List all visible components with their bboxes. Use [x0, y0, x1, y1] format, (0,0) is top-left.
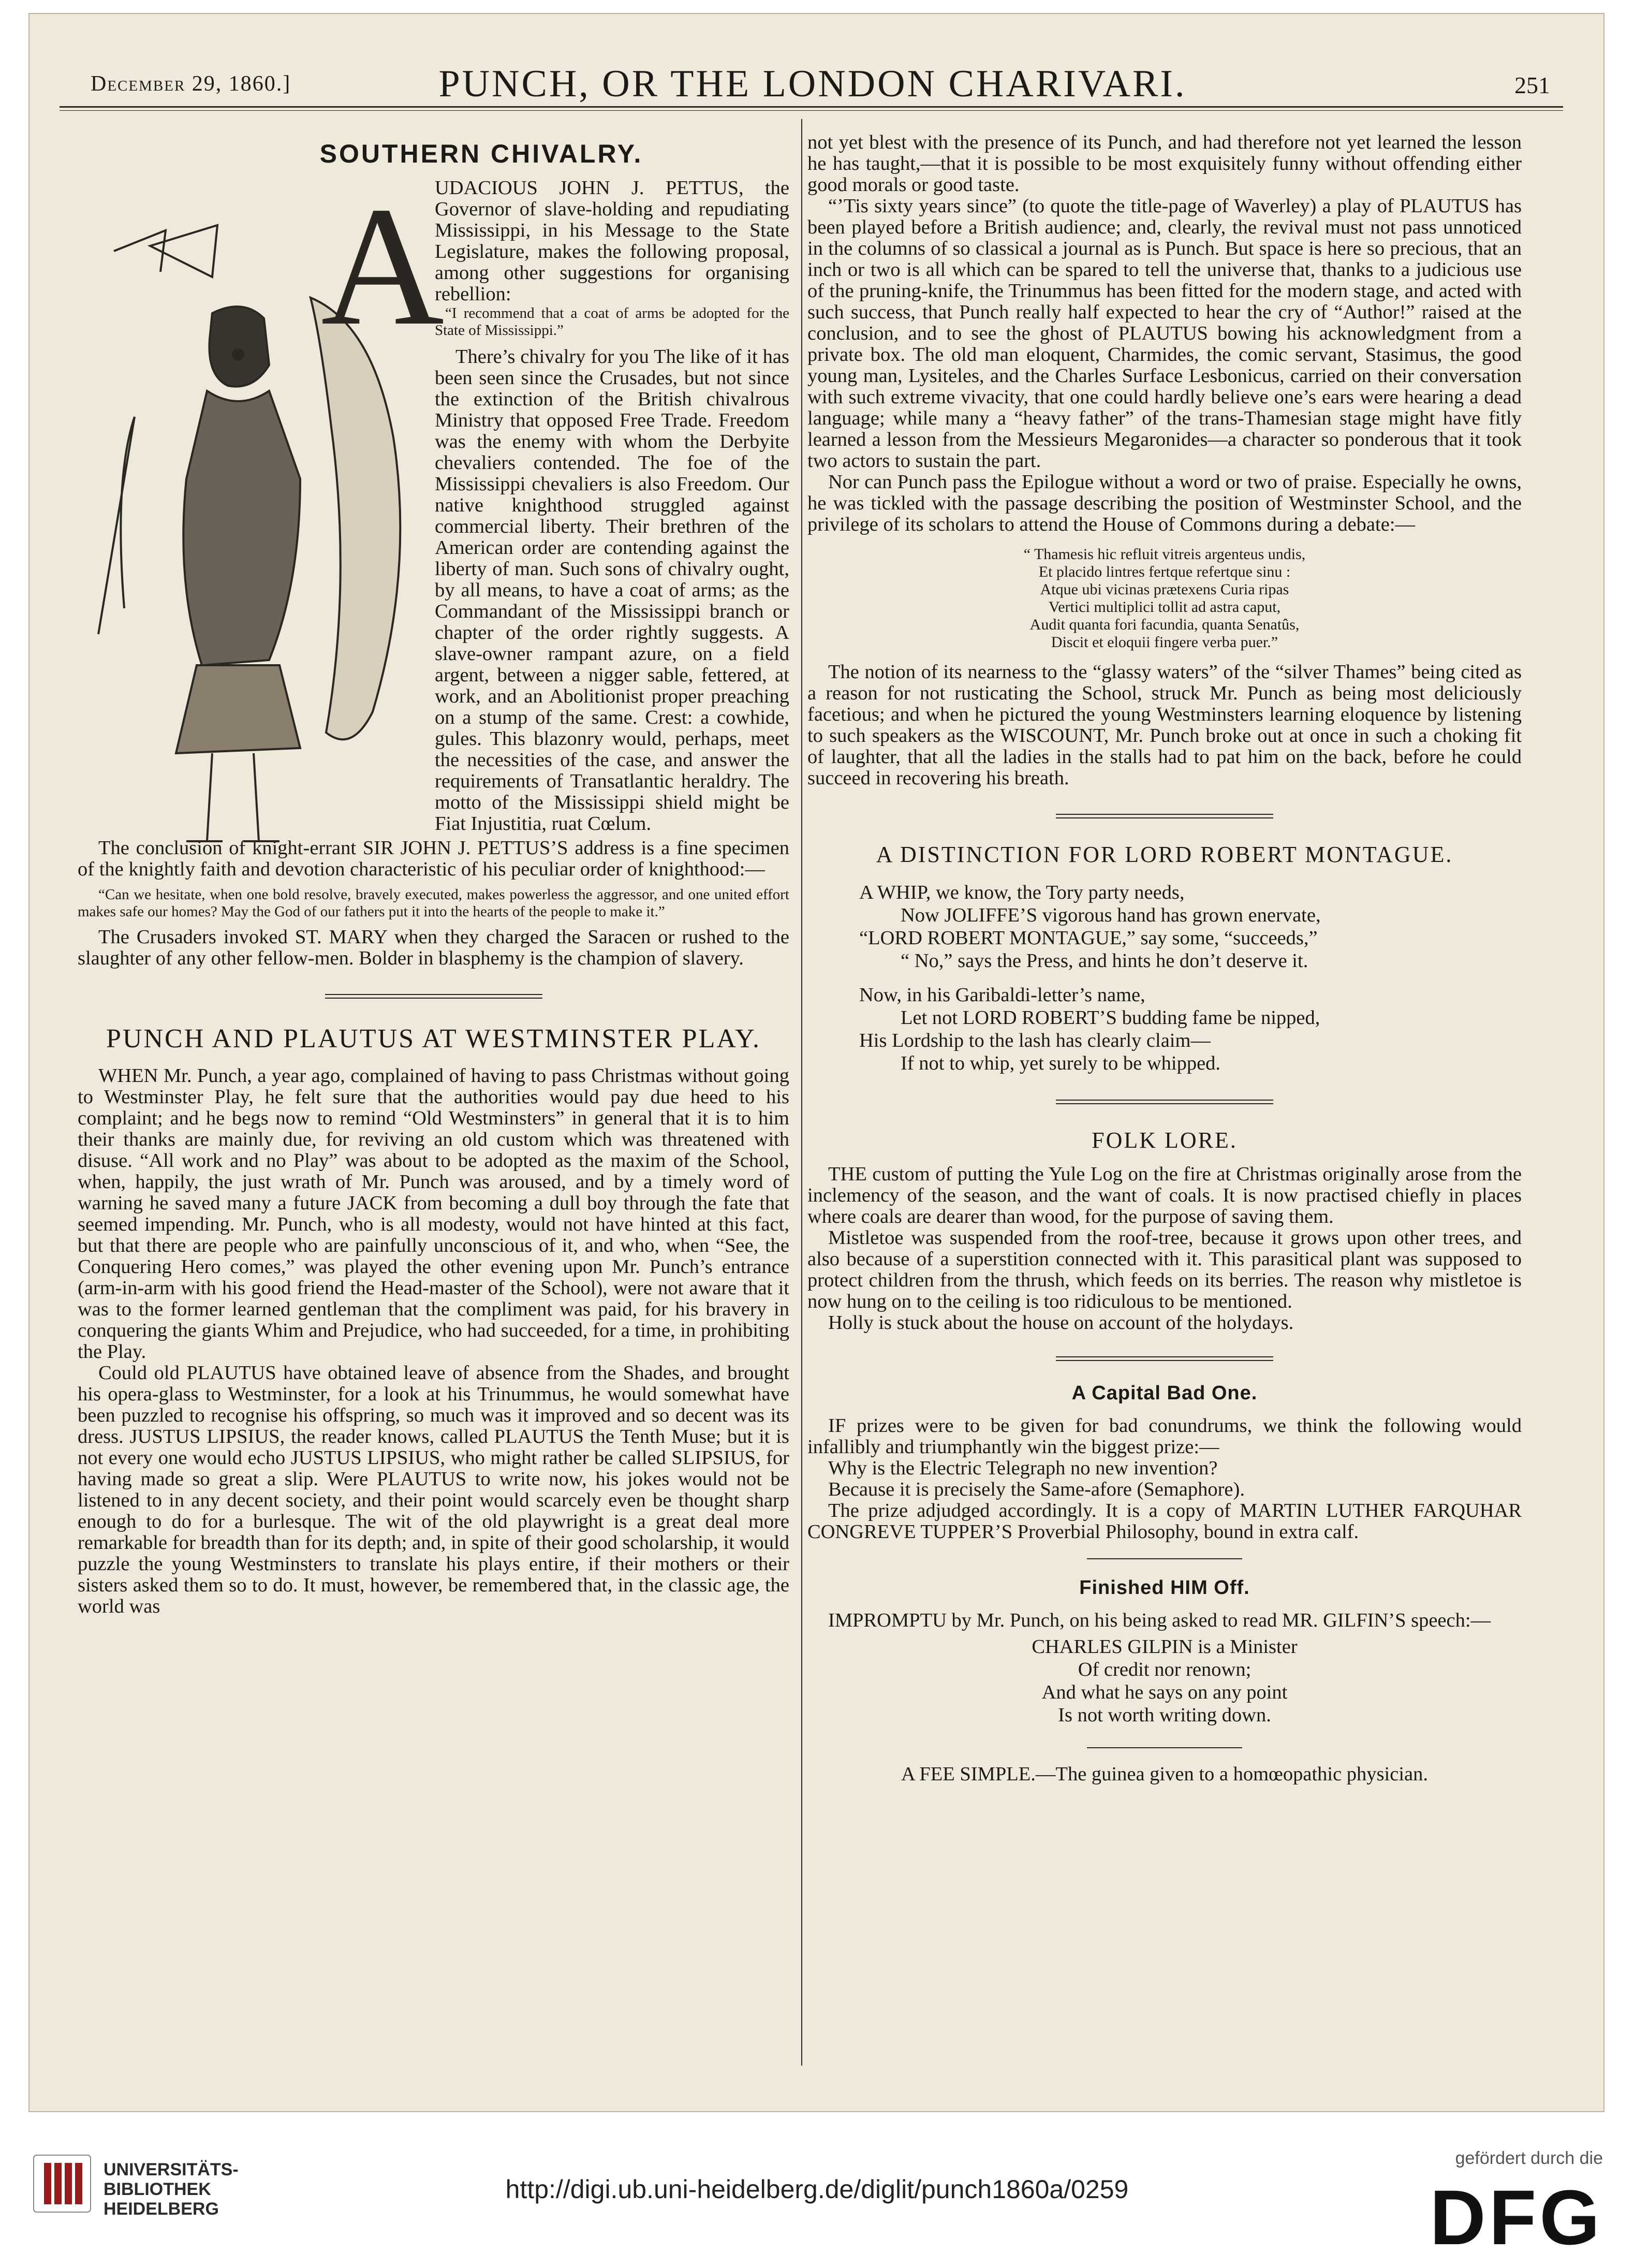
poem-line: His Lordship to the lash has clearly claim— — [859, 1030, 1211, 1051]
plautus-paragraph-4: “’Tis sixty years since” (to quote the title-page of Waverley) a play of PLAUTUS has been played before a British audience; and, clearly, the revival must not pass unnoticed in the columns of so classical a journal as is Punch. But space is here so precious, that an inch or two is all which can be spared to tell the universe that, thanks to a judicious use of the pruning-knife, the Trinummus has been fitted for the modern stage, and acted with such success, that Punch really half expected to hear the cry of “Author!” raised at the conclusion, and to see the ghost of PLAUTUS bowing his acknowledgment from a private box. The old man eloquent, Charmides, the comic servant, Stasimus, the good young man, Lysiteles, and the Charles Surface Lesbonicus, carried on their conversation with such extreme vivacity, that one could hardly believe one’s ears were hearing a dead language; while many a “heavy father” of the trans-Thamesian stage might have fitly learned a lesson from the Messieurs Megaronides—a character so ponderous that it took two actors to sustain the part. — [807, 195, 1522, 472]
masthead-rule-thin — [60, 110, 1563, 111]
section-title-punch-plautus: PUNCH AND PLAUTUS AT WESTMINSTER PLAY. — [106, 1024, 761, 1053]
dfg-logo[interactable]: DFG — [1430, 2174, 1603, 2261]
latin-line: Atque ubi vicinas prætexens Curia ripas — [1040, 581, 1289, 598]
southern-lead: UDACIOUS JOHN J. PETTUS, the Governor of slave-holding and repudiating Mississippi, in his Message to the State Legislature, makes the following proposal, among other suggestions for organising rebellion: — [435, 177, 789, 305]
section-title-capital-bad-one: A Capital Bad One. — [1071, 1382, 1258, 1404]
latin-line: Discit et eloquii fingere verba puer.” — [1051, 634, 1278, 651]
short-rule — [1087, 1747, 1242, 1748]
cartoon-figure-drawing — [83, 168, 528, 857]
poem-line: And what he says on any point — [1041, 1681, 1288, 1703]
paper-title: PUNCH, OR THE LONDON CHARIVARI. — [438, 63, 1187, 105]
southern-quote-coat-of-arms: “I recommend that a coat of arms be adopted for the State of Mississippi.” — [435, 305, 789, 339]
short-rule — [1087, 1558, 1242, 1559]
plautus-paragraph-3: not yet blest with the presence of its Punch, and had therefore not yet learned the lesson he has taught,—that it is possible to be most exquisitely funny without offending either good morals or good taste. — [807, 131, 1522, 196]
section-divider — [1056, 1095, 1273, 1108]
poem-line: Now, in his Garibaldi-letter’s name, — [859, 984, 1145, 1006]
southern-body-2: The conclusion of knight-errant SIR JOHN J. PETTUS’S address is a fine specimen of the knightly faith and devotion characteristic of his peculiar order of knighthood:— — [78, 837, 789, 880]
column-rule — [801, 119, 802, 2066]
latin-line: Vertici multiplici tollit ad astra caput, — [1048, 598, 1281, 616]
gilpin-poem — [807, 1635, 1522, 1726]
folklore-paragraph-1: THE custom of putting the Yule Log on the fire at Christmas originally arose from the inclemency of the season, and the want of coals. It is now practised chiefly in places where coals are dearer than wood, for the purpose of saving them. — [807, 1163, 1522, 1227]
chivalry-cartoon-illustration — [83, 168, 528, 857]
capital-paragraph-1: IF prizes were to be given for bad conundrums, we think the following would infallibly and triumphantly win the biggest prize:— — [807, 1415, 1522, 1458]
dropcap-letter: A — [321, 172, 445, 361]
finished-paragraph-1: IMPROMPTU by Mr. Punch, on his being asked to read MR. GILFIN’S speech:— — [828, 1609, 1491, 1631]
fee-simple-paragraph: A FEE SIMPLE.—The guinea given to a homœopathic physician. — [901, 1763, 1428, 1785]
southern-quote-address: “Can we hesitate, when one bold resolve, bravely executed, makes powerless the aggressor, and one united effort makes safe our homes? May the God of our fathers put it into the hearts of the people to make it.” — [78, 886, 789, 920]
poem-line: “ No,” says the Press, and hints he don’t deserve it. — [901, 950, 1308, 972]
section-divider — [1056, 1352, 1273, 1365]
left-column — [78, 132, 789, 1617]
masthead-rule — [60, 106, 1563, 108]
capital-paragraph-2: Why is the Electric Telegraph no new invention? — [828, 1457, 1218, 1479]
section-title-folk-lore: FOLK LORE. — [1092, 1128, 1238, 1153]
folklore-paragraph-3: Holly is stuck about the house on account of the holydays. — [828, 1312, 1294, 1334]
latin-epilogue-quote — [807, 546, 1522, 651]
library-name-line: HEIDELBERG — [104, 2199, 219, 2219]
poem-line: CHARLES GILPIN is a Minister — [1032, 1636, 1298, 1658]
library-name-line: UNIVERSITÄTS- — [104, 2160, 239, 2179]
capital-paragraph-3: Because it is precisely the Same-afore (Semaphore). — [828, 1479, 1245, 1500]
southern-body-3: The Crusaders invoked ST. MARY when they charged the Saracen or rushed to the slaughter of any other fellow-men. Bolder in blasphemy is the champion of slavery. — [78, 926, 789, 969]
latin-line: Et placido lintres fertque refertque sinu : — [1038, 563, 1291, 580]
poem-line: If not to whip, yet surely to be whipped. — [901, 1052, 1221, 1074]
capital-paragraph-4: The prize adjudged accordingly. It is a copy of MARTIN LUTHER FARQUHAR CONGREVE TUPPER’S Proverbial Philosophy, bound in extra calf. — [807, 1500, 1522, 1543]
page-number: 251 — [1514, 72, 1550, 98]
section-title-finished-him-off: Finished HIM Off. — [1079, 1577, 1250, 1599]
poem-line: “LORD ROBERT MONTAGUE,” say some, “succeeds,” — [859, 927, 1318, 949]
plautus-paragraph-5: Nor can Punch pass the Epilogue without a word or two of praise. Especially he owns, he was tickled with the passage describing the position of Westminster School, and the privilege of its scholars to attend the House of Commons during a debate:— — [807, 471, 1522, 535]
section-title-montague: A DISTINCTION FOR LORD ROBERT MONTAGUE. — [876, 842, 1453, 867]
montague-poem — [859, 881, 1522, 1075]
latin-line: Audit quanta fori facundia, quanta Senatûs, — [1029, 616, 1300, 633]
section-divider — [1056, 810, 1273, 822]
permalink-url[interactable]: http://digi.ub.uni-heidelberg.de/diglit/punch1860a/0259 — [505, 2175, 1129, 2204]
viewer-footer — [0, 2112, 1634, 2268]
funding-label: gefördert durch die — [1455, 2148, 1603, 2168]
poem-line: A WHIP, we know, the Tory party needs, — [859, 882, 1185, 903]
poem-line: Is not worth writing down. — [1058, 1704, 1271, 1726]
section-divider — [325, 990, 542, 1002]
library-name-line: BIBLIOTHEK — [104, 2179, 211, 2199]
poem-line: Let not LORD ROBERT’S budding fame be nipped, — [901, 1007, 1320, 1029]
plautus-paragraph-6: The notion of its nearness to the “glassy waters” of the “silver Thames” being cited as a reason for not rusticating the School, struck Mr. Punch as being most deliciously facetious; and when he pictured the young Westminsters learning eloquence by listening to such speakers as the WISCOUNT, Mr. Punch broke out at once in such a choking fit of laughter, that all the ladies in the stalls had to pat him on the back, before he could succeed in recovering his breath. — [807, 661, 1522, 789]
masthead — [60, 52, 1566, 109]
poem-line: Now JOLIFFE’S vigorous hand has grown enervate, — [901, 904, 1321, 926]
plautus-paragraph-2: Could old PLAUTUS have obtained leave of absence from the Shades, and brought his opera-glass to Westminster, for a look at his Trinummus, he would somewhat have been puzzled to recognise his offspring, so much was it improved and so decent was its dress. JUSTUS LIPSIUS, the reader knows, called PLAUTUS the Tenth Muse; but it is not every one would echo JUSTUS LIPSIUS, who might rather be called SLIPSIUS, for having made so great a slip. Were PLAUTUS to write now, his jokes would not be listened to in any decent society, and their point would scarcely even be thought sharp enough to do for a burlesque. The wit of the old playwright is a great deal more remarkable for breadth than for its depth; and, in spite of their good scholarship, it would puzzle the young Westminsters to translate his plays entire, if their mothers or their sisters asked them so to do. It must, however, be remembered that, in the classic age, the world was — [78, 1362, 789, 1617]
section-title-southern-chivalry: SOUTHERN CHIVALRY. — [319, 139, 643, 168]
folklore-paragraph-2: Mistletoe was suspended from the roof-tree, because it grows upon other trees, and also because of a superstition connected with it. This parasitical plant was supposed to protect children from the thrush, which feeds on its berries. The reason why mistletoe is now hung on to the ceiling is too ridiculous to be mentioned. — [807, 1227, 1522, 1312]
southern-body-1: There’s chivalry for you The like of it has been seen since the Crusades, but not since the extinction of the British chivalrous Ministry that opposed Free Trade. Freedom was the enemy with whom the Derbyite chevaliers contended. The foe of the Mississippi chevaliers is also Freedom. Our native knighthood struggled against commercial liberty. Their brethren of the American order are contending against the liberty of man. Such sons of chivalry ought, by all means, to have a coat of arms; as the Commandant of the Mississippi branch or chapter of the order rightly suggests. A slave-owner rampant azure, on a field argent, between a nigger sable, fettered, at work, and an Abolitionist proper preaching on a stump of the same. Crest: a cowhide, gules. This blazonry would, perhaps, meet the necessities of the case, and answer the requirements of Transatlantic heraldry. The motto of the Mississippi shield might be Fiat Injustitia, ruat Cœlum. — [435, 346, 789, 835]
issue-date: December 29, 1860.] — [91, 72, 291, 96]
right-column — [807, 132, 1522, 1785]
latin-line: “ Thamesis hic refluit vitreis argenteus undis, — [1023, 546, 1306, 563]
plautus-paragraph-1: WHEN Mr. Punch, a year ago, complained of having to pass Christmas without going to Westminster Play, he felt sure that the authorities would pay due heed to his complaint; and he begs now to remind “Old Westminsters” in general that it is to him their thanks are mainly due, for reviving an old custom which was threatened with disuse. “All work and no Play” was about to be adopted as the maxim of the School, when, happily, the just wrath of Mr. Punch was aroused, and by a timely word of warning he saved many a future JACK from becoming a dull boy through the fate that seemed impending. Mr. Punch, who is all modesty, would not have hinted at this fact, but that there are people who are painfully unconscious of it, and who, when “See, the Conquering Hero comes,” was played the other evening upon Mr. Punch’s entrance (arm-in-arm with his good friend the Head-master of the School), were not aware that it was to the former learned gentleman that the compliment was paid, for his bravery in conquering the giants Whim and Prejudice, who had succeeded, for a time, in prohibiting the Play. — [78, 1065, 789, 1363]
poem-line: Of credit nor renown; — [1078, 1659, 1252, 1680]
